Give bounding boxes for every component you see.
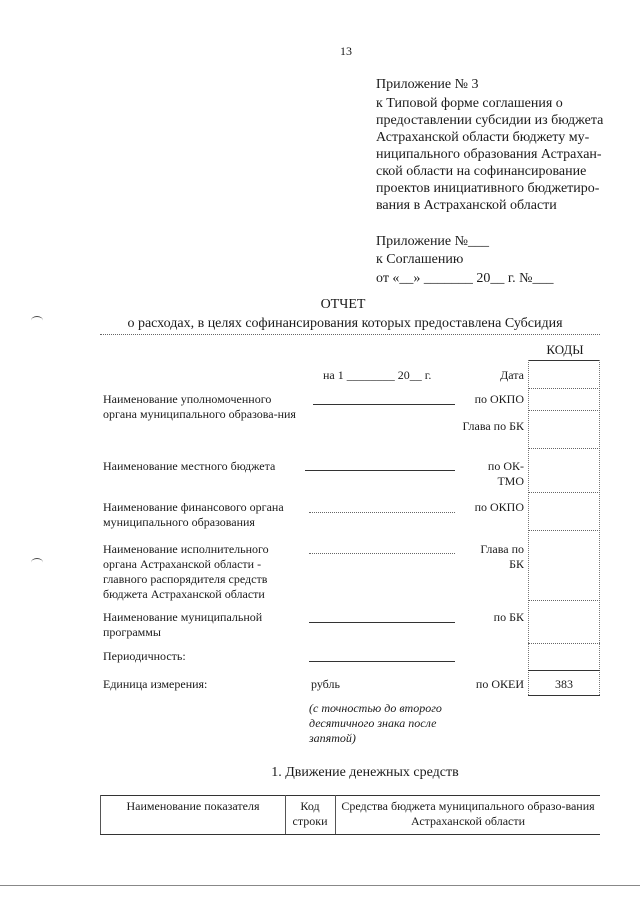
field-input-line (305, 470, 455, 471)
appendix-line: ской области на софинансирование (376, 164, 587, 179)
appendix-line: предоставлении субсидии из бюджета (376, 113, 604, 128)
appendix-title: Приложение № 3 (376, 77, 479, 92)
agreement-ref-line3: от «__» _______ 20__ г. №___ (376, 271, 554, 286)
table-top-border (100, 795, 600, 796)
codes-header-rule (528, 360, 600, 361)
field-input-line (309, 622, 455, 623)
subtitle-underline (100, 334, 600, 335)
date-label: Дата (500, 368, 524, 382)
field-label-authorized-body: Наименование уполномоченного органа муниципального образова-ния (103, 392, 296, 421)
appendix-line: вания в Астраханской области (376, 198, 557, 213)
codes-row-divider (528, 670, 600, 671)
code-label-okpo-2: по ОКПО (474, 500, 524, 514)
codes-row-divider (528, 530, 600, 531)
table-header-bottom-border (100, 834, 600, 835)
code-label-okpo: по ОКПО (474, 392, 524, 406)
codes-row-divider (528, 600, 600, 601)
agreement-ref-line2: к Соглашению (376, 252, 464, 267)
appendix-text (376, 95, 618, 214)
code-label-bk-head: Глава по БК (462, 419, 524, 433)
codes-header: КОДЫ (546, 342, 584, 357)
table-header-budget-funds: Средства бюджета муниципального образо-вания Астраханской области (341, 799, 595, 828)
codes-bottom-border (528, 695, 600, 696)
appendix-line: к Типовой форме соглашения о (376, 96, 563, 111)
margin-mark (31, 316, 43, 325)
codes-row-divider (528, 492, 600, 493)
table-col-divider (335, 795, 336, 835)
codes-row-divider (528, 448, 600, 449)
report-title: ОТЧЕТ (320, 297, 366, 312)
code-label-okei: по ОКЕИ (475, 677, 524, 691)
field-input-line (309, 512, 455, 513)
appendix-line: ниципального образования Астрахан- (376, 147, 602, 162)
codes-row-divider (528, 388, 600, 389)
precision-note: (с точностью до второго десятичного знака после запятой) (309, 701, 442, 745)
field-label-municipal-program: Наименование муниципальной программы (103, 610, 263, 639)
field-label-executive-body: Наименование исполнительного органа Астраханской области - главного распорядителя средств бюджета Астраханской области (103, 542, 269, 601)
page-number: 13 (340, 44, 352, 58)
code-label-oktmo: по ОК-ТМО (487, 459, 524, 488)
field-label-periodicity: Периодичность: (103, 649, 186, 663)
code-label-bk-head-2: Глава по БК (480, 542, 524, 571)
agreement-ref-line1: Приложение №___ (376, 234, 489, 249)
appendix-line: проектов инициативного бюджетиро- (376, 181, 600, 196)
report-subtitle: о расходах, в целях софинансирования которых предоставлена Субсидия (127, 316, 563, 331)
table-header-indicator: Наименование показателя (126, 799, 260, 813)
section1-title: 1. Движение денежных средств (271, 765, 459, 780)
field-input-line (309, 553, 455, 554)
page-bottom-edge (0, 885, 640, 886)
code-value-okei: 383 (555, 677, 573, 691)
unit-value: рубль (311, 677, 340, 691)
code-label-bk: по БК (493, 610, 524, 624)
table-left-border (100, 795, 101, 835)
field-label-unit: Единица измерения: (103, 677, 208, 691)
field-label-local-budget: Наименование местного бюджета (103, 459, 276, 473)
table-col-divider (285, 795, 286, 835)
report-date-line: на 1 ________ 20__ г. (323, 368, 432, 382)
table-header-row-code: Код строки (292, 799, 328, 828)
field-input-line (309, 661, 455, 662)
codes-row-divider (528, 643, 600, 644)
margin-mark (31, 558, 43, 567)
field-input-line (313, 404, 455, 405)
field-label-finance-body: Наименование финансового органа муниципального образования (103, 500, 284, 529)
appendix-line: Астраханской области бюджету му- (376, 130, 590, 145)
codes-row-divider (528, 410, 600, 411)
